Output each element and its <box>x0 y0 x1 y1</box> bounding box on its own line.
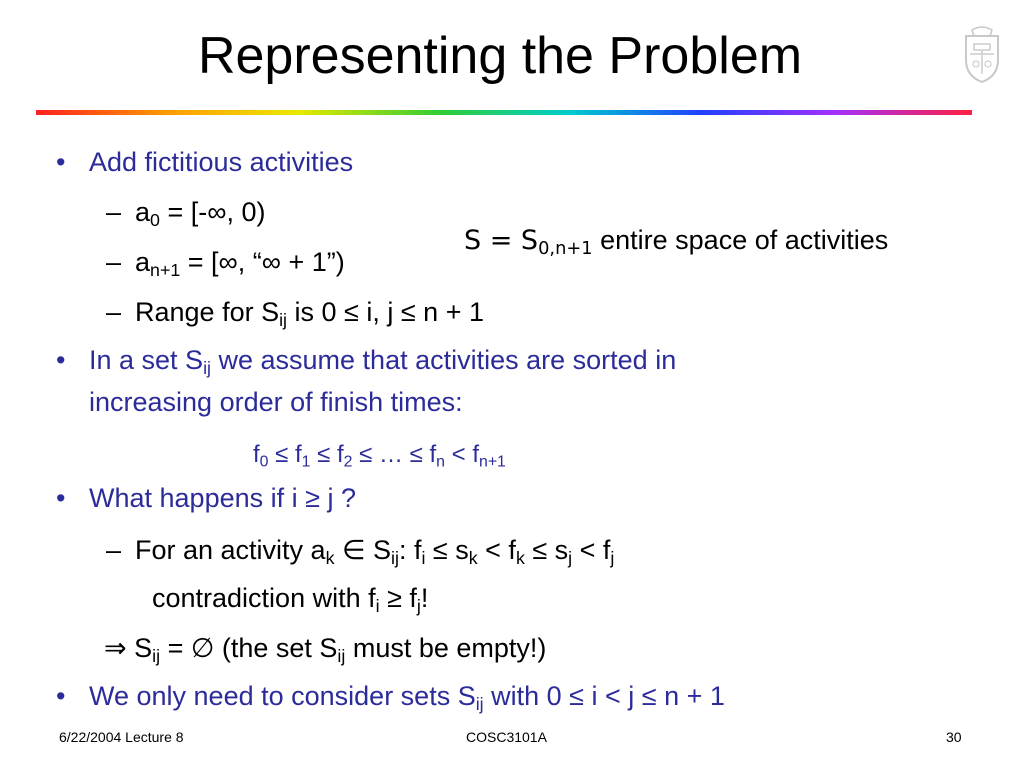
finish-time-ordering-formula: $f_0 \le f_1 \le f_2$ ≤ … ≤ $f_n < f_{n+1}$ <box>253 441 506 471</box>
bullet-what-if-i-ge-j: What happens if i ≥ j ? <box>89 483 356 513</box>
sub-bullet-an1: $a_{n+1}$ = [∞, “∞ + 1”) <box>135 247 345 280</box>
sub-bullet-a0: $a_0$ = [-∞, 0) <box>135 197 266 230</box>
bullet-marker: • <box>56 681 66 711</box>
university-crest-logo <box>958 22 1006 86</box>
bullet-marker: • <box>56 345 66 375</box>
contradiction-line: contradiction with $f_i \ge f_j$! <box>152 583 429 616</box>
sub-bullet-range: Range for $S_{ij}$ is 0 ≤ i, j ≤ n + 1 <box>135 297 484 330</box>
sub-dash: – <box>106 197 122 227</box>
side-note-entire-space: $S = S_{0,n+1}$ entire space of activities <box>464 225 889 259</box>
bullet-marker: • <box>56 147 66 177</box>
bullet-sorted-assumption-line2: increasing order of finish times: <box>89 387 463 417</box>
slide-title: Representing the Problem <box>197 27 803 85</box>
sub-dash: – <box>106 247 122 277</box>
bullet-only-consider-sets: We only need to consider sets $S_{ij}$ with 0 ≤ i < j ≤ n + 1 <box>89 681 725 714</box>
footer-page-number: 30 <box>946 729 962 745</box>
bullet-add-fictitious-activities: Add fictitious activities <box>89 147 354 177</box>
bullet-sorted-assumption: In a set $S_{ij}$ we assume that activities are sorted in <box>89 345 677 378</box>
sub-dash: – <box>106 297 122 327</box>
footer-date-lecture: 6/22/2004 Lecture 8 <box>59 729 184 745</box>
sub-dash: – <box>106 535 122 565</box>
footer-course-code: COSC3101A <box>466 729 547 745</box>
sub-bullet-activity-ak: For an activity $a_k$ ∈ $S_{ij}$: $f_i \le s_k < f_k \le s_j < f_j$ <box>135 535 615 568</box>
implies-empty-set-line: ⇒ $S_{ij}$ = ∅ (the set $S_{ij}$ must be empty!) <box>104 633 547 666</box>
bullet-marker: • <box>56 483 66 513</box>
rainbow-divider <box>36 110 972 115</box>
